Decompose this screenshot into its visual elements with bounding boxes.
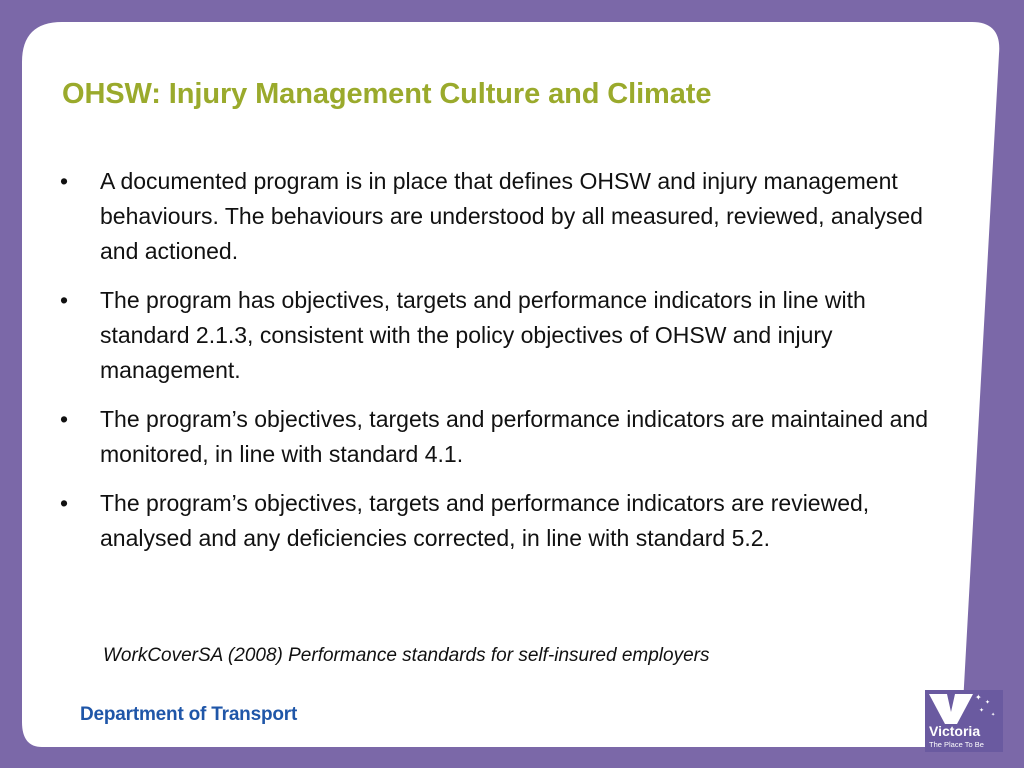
bullet-text: The program’s objectives, targets and performance indicators are reviewed, analysed and any deficiencies corrected, in line with standard 5.2. bbox=[100, 490, 870, 551]
bullet-marker: • bbox=[60, 168, 69, 194]
svg-text:✦: ✦ bbox=[991, 712, 996, 718]
bullet-item bbox=[60, 402, 945, 472]
bullet-item bbox=[60, 164, 945, 269]
department-name: Department of Transport bbox=[80, 704, 298, 725]
bullet-text: The program’s objectives, targets and performance indicators are maintained and monitored, in line with standard 4.1. bbox=[100, 406, 929, 467]
bullet-marker: • bbox=[60, 287, 69, 313]
victoria-logo bbox=[925, 690, 1003, 752]
bullet-text: A documented program is in place that defines OHSW and injury management behaviours. The behaviours are understood by all measured, reviewed, analysed and actioned. bbox=[100, 168, 923, 264]
svg-text:✦: ✦ bbox=[975, 693, 982, 702]
bullet-item bbox=[60, 486, 945, 556]
logo-name: Victoria bbox=[929, 723, 981, 739]
bullet-marker: • bbox=[60, 490, 69, 516]
svg-text:✦: ✦ bbox=[979, 708, 985, 714]
bullet-list bbox=[60, 164, 945, 570]
logo-tagline: The Place To Be bbox=[929, 740, 984, 749]
citation: WorkCoverSA (2008) Performance standards for self-insured employers bbox=[103, 645, 710, 666]
svg-text:✦: ✦ bbox=[985, 700, 991, 706]
bullet-marker: • bbox=[60, 406, 69, 432]
slide-title: OHSW: Injury Management Culture and Climate bbox=[62, 78, 712, 110]
bullet-text: The program has objectives, targets and performance indicators in line with standard 2.1.3, consistent with the policy objectives of OHSW and injury management. bbox=[100, 287, 866, 383]
bullet-item bbox=[60, 283, 945, 388]
